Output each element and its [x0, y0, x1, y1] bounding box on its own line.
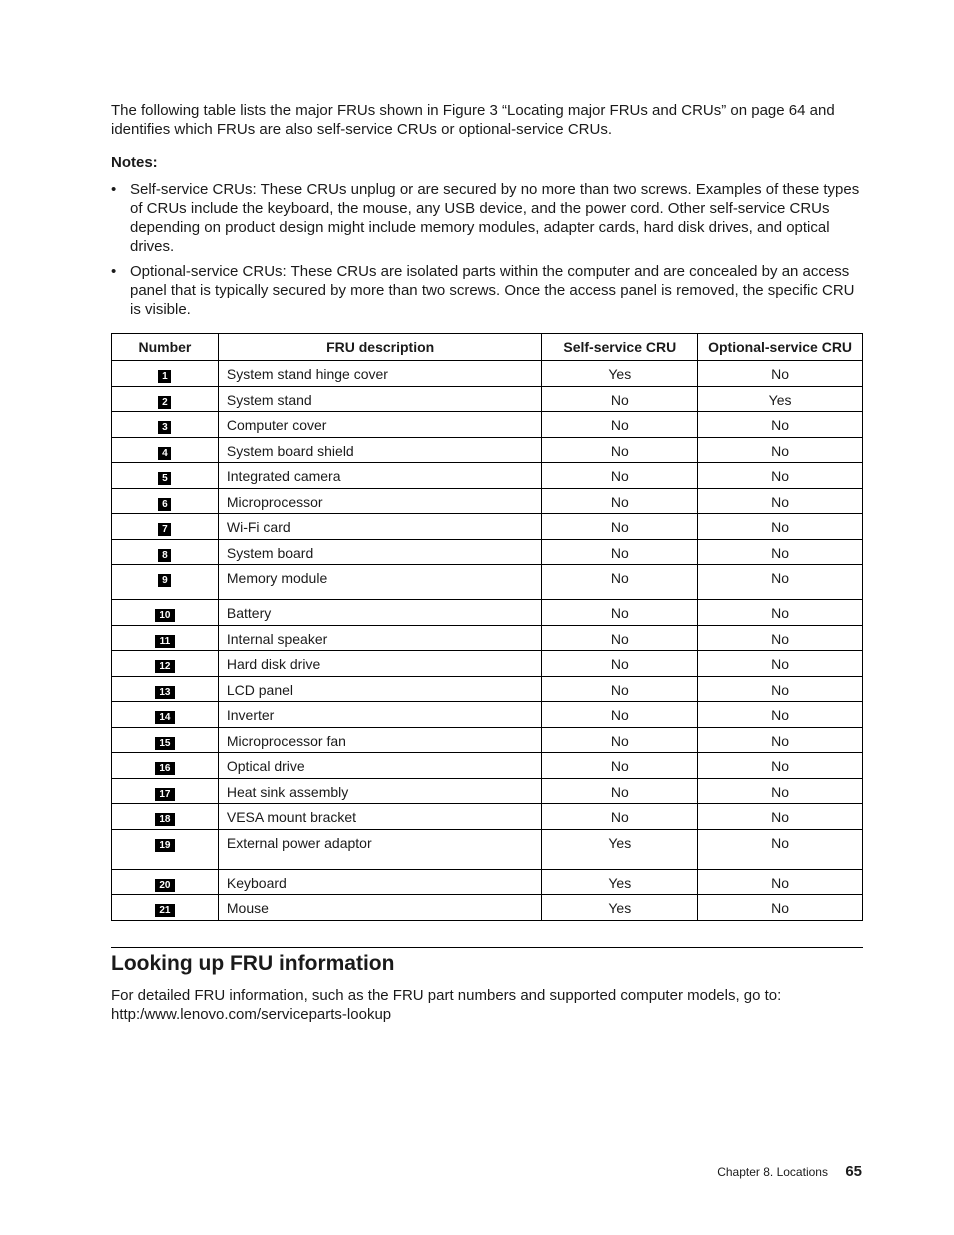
table-row [112, 514, 863, 540]
row-number-cell [112, 463, 219, 489]
number-badge: 21 [155, 904, 175, 917]
row-number-cell [112, 702, 219, 728]
intro-paragraph: The following table lists the major FRUs shown in Figure 3 “Locating major FRUs and CRUs” on page 64 and identifies which FRUs are also self-service CRUs or optional-service CRUs. [111, 102, 835, 138]
self-service-cell: Yes [542, 361, 698, 387]
table-row [112, 463, 863, 489]
optional-service-cell: No [698, 463, 863, 489]
optional-service-cell: No [698, 804, 863, 830]
self-service-cell: No [542, 514, 698, 540]
fru-description-cell: LCD panel [218, 676, 542, 702]
column-header-optional-service: Optional-service CRU [698, 334, 863, 361]
number-badge: 8 [158, 549, 171, 562]
row-number-cell [112, 651, 219, 677]
self-service-cell: No [542, 753, 698, 779]
self-service-cell: No [542, 600, 698, 626]
self-service-cell: No [542, 625, 698, 651]
number-badge: 16 [155, 762, 175, 775]
fru-description-cell: External power adaptor [218, 829, 542, 869]
table-row [112, 829, 863, 869]
fru-description-cell: System stand hinge cover [218, 361, 542, 387]
fru-description-cell: Mouse [218, 895, 542, 921]
fru-description-cell: Battery [218, 600, 542, 626]
self-service-cell: No [542, 412, 698, 438]
section-heading: Looking up FRU information [111, 952, 395, 975]
bullet-icon: • [111, 181, 117, 198]
number-badge: 14 [155, 711, 175, 724]
self-service-cell: No [542, 676, 698, 702]
number-badge: 1 [158, 370, 171, 383]
lookup-text: For detailed FRU information, such as the FRU part numbers and supported computer models, go to: [111, 987, 782, 1004]
optional-service-cell: No [698, 539, 863, 565]
self-service-cell: No [542, 539, 698, 565]
table-body [112, 361, 863, 921]
section-divider [111, 947, 863, 948]
table-row [112, 488, 863, 514]
row-number-cell [112, 539, 219, 565]
row-number-cell [112, 437, 219, 463]
table-row [112, 412, 863, 438]
number-badge: 9 [158, 574, 171, 587]
fru-description-cell: System board shield [218, 437, 542, 463]
fru-description-cell: Heat sink assembly [218, 778, 542, 804]
table-row [112, 895, 863, 921]
number-badge: 11 [155, 635, 175, 648]
table-header-row [112, 334, 863, 361]
row-number-cell [112, 829, 219, 869]
optional-service-cell: No [698, 625, 863, 651]
number-badge: 5 [158, 472, 171, 485]
optional-service-cell: No [698, 361, 863, 387]
row-number-cell [112, 869, 219, 895]
optional-service-cell: No [698, 778, 863, 804]
number-badge: 4 [158, 447, 171, 460]
self-service-cell: No [542, 386, 698, 412]
optional-service-cell: No [698, 488, 863, 514]
bullet-icon: • [111, 263, 117, 280]
fru-description-cell: Internal speaker [218, 625, 542, 651]
number-badge: 17 [155, 788, 175, 801]
fru-description-cell: Computer cover [218, 412, 542, 438]
row-number-cell [112, 753, 219, 779]
fru-description-cell: Memory module [218, 565, 542, 600]
optional-service-cell: No [698, 412, 863, 438]
optional-service-cell: No [698, 600, 863, 626]
table-row [112, 727, 863, 753]
number-badge: 18 [155, 813, 175, 826]
optional-service-cell: No [698, 869, 863, 895]
page-number: 65 [845, 1163, 862, 1180]
row-number-cell [112, 895, 219, 921]
fru-description-cell: Integrated camera [218, 463, 542, 489]
self-service-cell: No [542, 778, 698, 804]
optional-service-cell: No [698, 437, 863, 463]
optional-service-cell: No [698, 829, 863, 869]
optional-service-cell: No [698, 895, 863, 921]
row-number-cell [112, 600, 219, 626]
table-row [112, 676, 863, 702]
optional-service-cell: No [698, 727, 863, 753]
self-service-cell: Yes [542, 895, 698, 921]
row-number-cell [112, 488, 219, 514]
row-number-cell [112, 361, 219, 387]
self-service-cell: No [542, 727, 698, 753]
self-service-cell: No [542, 463, 698, 489]
table-row [112, 869, 863, 895]
row-number-cell [112, 676, 219, 702]
notes-label: Notes: [111, 154, 158, 171]
fru-description-cell: Inverter [218, 702, 542, 728]
column-header-description: FRU description [218, 334, 542, 361]
footer-chapter: Chapter 8. Locations [717, 1165, 828, 1179]
self-service-cell: Yes [542, 829, 698, 869]
number-badge: 6 [158, 498, 171, 511]
row-number-cell [112, 565, 219, 600]
table-row [112, 565, 863, 600]
optional-service-cell: No [698, 565, 863, 600]
self-service-cell: No [542, 437, 698, 463]
table-row [112, 778, 863, 804]
self-service-cell: No [542, 488, 698, 514]
fru-description-cell: Keyboard [218, 869, 542, 895]
number-badge: 3 [158, 421, 171, 434]
self-service-cell: No [542, 565, 698, 600]
number-badge: 20 [155, 879, 175, 892]
column-header-number: Number [112, 334, 219, 361]
optional-service-cell: No [698, 514, 863, 540]
row-number-cell [112, 412, 219, 438]
lookup-paragraph [111, 986, 863, 1024]
notes-list [111, 180, 863, 319]
note-text: Self-service CRUs: These CRUs unplug or are secured by no more than two screws. Examples of these types of CRUs include the keyboard, the mouse, any USB device, and the power cord. Other self-service CRUs depending on product design might include memory modules, adapter cards, hard disk drives, and optical drives. [130, 181, 860, 255]
fru-description-cell: System board [218, 539, 542, 565]
table-row [112, 361, 863, 387]
fru-description-cell: System stand [218, 386, 542, 412]
number-badge: 19 [155, 839, 175, 852]
note-item [111, 262, 863, 319]
note-text: Optional-service CRUs: These CRUs are isolated parts within the computer and are concealed by an access panel that is typically secured by more than two screws. Once the access panel is removed, the specific CRU is visible. [130, 263, 855, 318]
page-body [111, 101, 863, 325]
page-footer [717, 1163, 862, 1180]
table-row [112, 625, 863, 651]
self-service-cell: Yes [542, 869, 698, 895]
fru-description-cell: Microprocessor [218, 488, 542, 514]
fru-description-cell: Hard disk drive [218, 651, 542, 677]
table-row [112, 651, 863, 677]
fru-table [111, 333, 863, 921]
number-badge: 15 [155, 737, 175, 750]
optional-service-cell: No [698, 651, 863, 677]
number-badge: 10 [155, 609, 175, 622]
table-row [112, 804, 863, 830]
lookup-url-link[interactable]: http:/www.lenovo.com/serviceparts-lookup [111, 1006, 392, 1023]
table-row [112, 437, 863, 463]
number-badge: 7 [158, 523, 171, 536]
number-badge: 12 [155, 660, 175, 673]
fru-description-cell: Optical drive [218, 753, 542, 779]
self-service-cell: No [542, 651, 698, 677]
note-item [111, 180, 863, 256]
row-number-cell [112, 778, 219, 804]
self-service-cell: No [542, 702, 698, 728]
table-row [112, 539, 863, 565]
number-badge: 13 [155, 686, 175, 699]
row-number-cell [112, 625, 219, 651]
fru-description-cell: VESA mount bracket [218, 804, 542, 830]
row-number-cell [112, 727, 219, 753]
optional-service-cell: Yes [698, 386, 863, 412]
optional-service-cell: No [698, 676, 863, 702]
table-row [112, 386, 863, 412]
fru-description-cell: Wi-Fi card [218, 514, 542, 540]
number-badge: 2 [158, 396, 171, 409]
column-header-self-service: Self-service CRU [542, 334, 698, 361]
fru-description-cell: Microprocessor fan [218, 727, 542, 753]
row-number-cell [112, 514, 219, 540]
row-number-cell [112, 804, 219, 830]
table-row [112, 753, 863, 779]
table-row [112, 600, 863, 626]
self-service-cell: No [542, 804, 698, 830]
row-number-cell [112, 386, 219, 412]
optional-service-cell: No [698, 753, 863, 779]
optional-service-cell: No [698, 702, 863, 728]
table-row [112, 702, 863, 728]
